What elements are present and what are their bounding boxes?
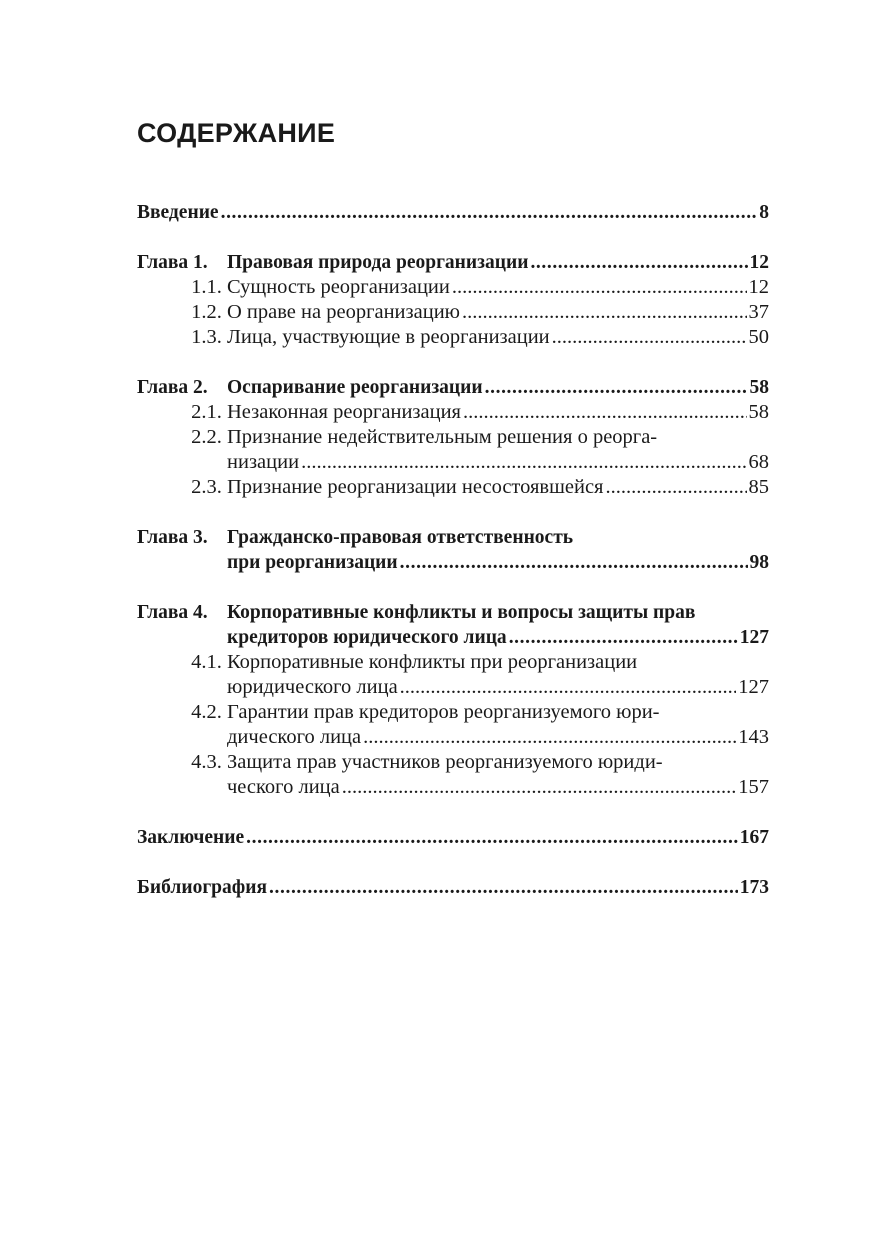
page-number: 58 xyxy=(748,401,769,423)
toc-entry-section-4-2[interactable] xyxy=(137,700,769,725)
chapter-prefix: Глава 3. xyxy=(137,527,208,548)
dot-leader xyxy=(246,825,738,850)
toc-entry-chapter-1[interactable] xyxy=(137,250,769,275)
chapter-prefix: Глава 1. xyxy=(137,252,208,273)
page-number: 167 xyxy=(739,827,769,848)
page-number: 85 xyxy=(748,476,769,498)
toc-entry-chapter-2[interactable] xyxy=(137,375,769,400)
page-number: 12 xyxy=(749,252,769,273)
dot-leader xyxy=(552,325,747,350)
toc-label: низации xyxy=(227,451,300,473)
dot-leader xyxy=(509,625,738,650)
toc-label: Оспаривание реорганизации xyxy=(227,377,483,398)
toc-label: Признание недействительным решения о реорга- xyxy=(227,426,658,448)
section-number: 4.1. xyxy=(191,651,222,673)
dot-leader xyxy=(463,400,747,425)
toc-label: О праве на реорганизацию xyxy=(227,301,460,323)
page-number: 98 xyxy=(749,552,769,573)
section-number: 2.1. xyxy=(191,401,222,423)
page-title: СОДЕРЖАНИЕ xyxy=(137,118,336,148)
toc-entry-intro[interactable] xyxy=(137,200,769,225)
toc-label: Гражданско-правовая ответственность xyxy=(227,527,574,548)
toc-label: Корпоративные конфликты при реорганизации xyxy=(227,651,638,673)
chapter-prefix: Глава 2. xyxy=(137,377,208,398)
toc-label: Сущность реорганизации xyxy=(227,276,450,298)
dot-leader xyxy=(462,300,747,325)
toc-entry-section-4-3[interactable] xyxy=(137,750,769,775)
toc-label: Правовая природа реорганизации xyxy=(227,252,529,273)
toc-label: при реорганизации xyxy=(227,552,398,573)
toc-label: Библиография xyxy=(137,877,268,898)
dot-leader xyxy=(400,550,748,575)
section-number: 1.3. xyxy=(191,326,222,348)
toc-entry-chapter-3[interactable] xyxy=(137,525,769,550)
toc-entry-section-1-1[interactable] xyxy=(137,275,769,300)
toc-entry-section-1-3[interactable] xyxy=(137,325,769,350)
toc-label: кредиторов юридического лица xyxy=(227,627,507,648)
page-number: 58 xyxy=(749,377,769,398)
toc-label: Корпоративные конфликты и вопросы защиты прав xyxy=(227,602,696,623)
page-number: 127 xyxy=(738,676,769,698)
section-number: 4.3. xyxy=(191,751,222,773)
dot-leader xyxy=(342,775,737,800)
page-number: 157 xyxy=(738,776,769,798)
page-number: 143 xyxy=(738,726,769,748)
toc-label: Лица, участвующие в реорганизации xyxy=(227,326,550,348)
toc-entry-section-1-2[interactable] xyxy=(137,300,769,325)
page-number: 8 xyxy=(759,202,769,223)
dot-leader xyxy=(363,725,736,750)
page-number: 127 xyxy=(739,627,769,648)
toc-label: Признание реорганизации несостоявшейся xyxy=(227,476,604,498)
toc-entry-section-4-2-continued[interactable] xyxy=(137,725,769,750)
dot-leader xyxy=(452,275,747,300)
toc-entry-section-2-2[interactable] xyxy=(137,425,769,450)
toc-entry-section-4-3-continued[interactable] xyxy=(137,775,769,800)
toc-label: Введение xyxy=(137,202,219,223)
toc-entry-bibliography[interactable] xyxy=(137,875,769,900)
table-of-contents xyxy=(137,200,769,900)
section-number: 4.2. xyxy=(191,701,222,723)
dot-leader xyxy=(605,475,746,500)
toc-label: дического лица xyxy=(227,726,362,748)
toc-entry-section-4-1[interactable] xyxy=(137,650,769,675)
toc-entry-section-2-1[interactable] xyxy=(137,400,769,425)
toc-entry-chapter-3-continued[interactable] xyxy=(137,550,769,575)
page-number: 37 xyxy=(748,301,769,323)
page-number: 50 xyxy=(748,326,769,348)
section-number: 2.3. xyxy=(191,476,222,498)
dot-leader xyxy=(530,250,747,275)
section-number: 1.1. xyxy=(191,276,222,298)
dot-leader xyxy=(485,375,748,400)
section-number: 1.2. xyxy=(191,301,222,323)
section-number: 2.2. xyxy=(191,426,222,448)
toc-label: Гарантии прав кредиторов реорганизуемого юри- xyxy=(227,701,660,723)
toc-entry-conclusion[interactable] xyxy=(137,825,769,850)
toc-entry-section-4-1-continued[interactable] xyxy=(137,675,769,700)
toc-entry-chapter-4[interactable] xyxy=(137,600,769,625)
dot-leader xyxy=(221,200,758,225)
page-number: 68 xyxy=(748,451,769,473)
toc-label: Защита прав участников реорганизуемого юриди- xyxy=(227,751,663,773)
dot-leader xyxy=(269,875,738,900)
toc-label: Незаконная реорганизация xyxy=(227,401,461,423)
page-number: 173 xyxy=(739,877,769,898)
dot-leader xyxy=(400,675,737,700)
dot-leader xyxy=(301,450,746,475)
toc-label: ческого лица xyxy=(227,776,340,798)
page-number: 12 xyxy=(748,276,769,298)
chapter-prefix: Глава 4. xyxy=(137,602,208,623)
toc-entry-section-2-2-continued[interactable] xyxy=(137,450,769,475)
toc-entry-section-2-3[interactable] xyxy=(137,475,769,500)
toc-entry-chapter-4-continued[interactable] xyxy=(137,625,769,650)
toc-label: Заключение xyxy=(137,827,245,848)
toc-label: юридического лица xyxy=(227,676,398,698)
